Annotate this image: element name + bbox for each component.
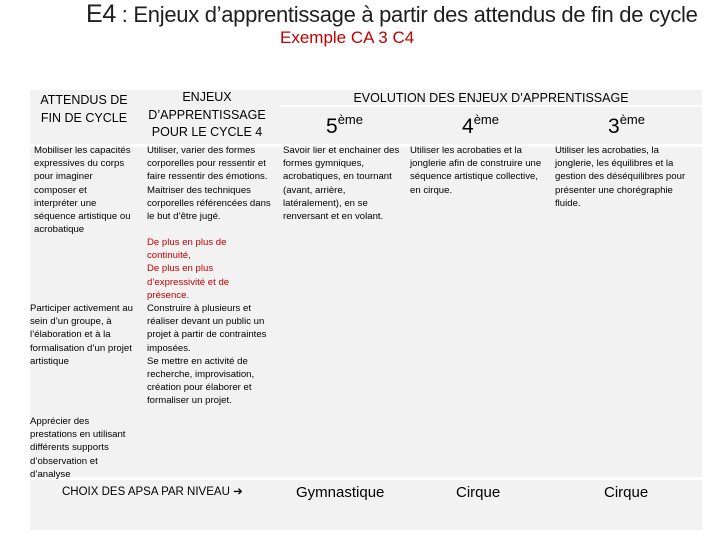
grade-4eme <box>462 112 499 139</box>
enjeu-2 <box>147 236 277 302</box>
page-title <box>86 0 698 29</box>
grade-suffix: ème <box>473 112 499 127</box>
text-line: corporelles pour ressentir et <box>147 158 266 170</box>
arrow-right-icon: ➔ <box>233 486 243 498</box>
text-line: interpréter une <box>34 197 97 209</box>
header-attendus-line: ATTENDUS DE <box>40 93 128 107</box>
header-enjeux-line: D’APPRENTISSAGE <box>148 107 266 122</box>
header-attendus <box>30 91 138 127</box>
text-line: en cirque. <box>410 184 453 196</box>
text-line: De plus en plus <box>147 263 214 275</box>
text-line: réaliser devant un public un <box>147 316 265 328</box>
text-line: Construire à plusieurs et <box>147 303 251 314</box>
text-line: création pour élaborer et <box>147 382 252 394</box>
text-line: formes gymniques, <box>283 158 365 170</box>
grade-number: 3 <box>608 115 620 138</box>
text-line: formalisation d’un projet <box>30 342 132 354</box>
title-rest: : Enjeux d’apprentissage à partir des attendus de fin de cycle <box>115 2 698 27</box>
apsa-3eme: Cirque <box>604 484 649 501</box>
text-line: expressives du corps <box>34 158 125 170</box>
text-line: d’analyse <box>30 468 71 480</box>
text-line: Participer activement au <box>30 303 133 314</box>
text-line: Utiliser les acrobaties et la <box>410 145 522 156</box>
choix-text: CHOIX DES APSA PAR NIVEAU <box>62 486 230 498</box>
text-line: faire ressentir des émotions. <box>147 171 268 183</box>
evolution-3eme <box>555 144 701 210</box>
text-line: présenter une chorégraphie <box>555 184 673 196</box>
page-subtitle: Exemple CA 3 C4 <box>280 28 415 47</box>
text-line: projet à partir de contraintes <box>147 329 267 341</box>
text-line: gestion des déséquilibres pour <box>555 171 686 183</box>
text-line: imposées. <box>147 342 191 354</box>
text-line: composer et <box>34 184 87 196</box>
text-line: jonglerie, les équilibres et la <box>555 158 674 170</box>
apsa-5eme: Gymnastique <box>296 484 385 501</box>
text-line: recherche, improvisation, <box>147 369 255 381</box>
attendu-2 <box>30 302 142 368</box>
header-attendus-line: FIN DE CYCLE <box>40 111 128 125</box>
text-line: renversant et en volant. <box>283 211 384 223</box>
text-line: Utiliser les acrobaties, la <box>555 145 659 156</box>
text-line: corporelles référencées dans <box>147 197 271 209</box>
text-line: sein d’un groupe, à <box>30 316 112 328</box>
apsa-4eme: Cirque <box>456 484 501 501</box>
text-line: le but d’être jugé. <box>147 211 221 223</box>
enjeu-1 <box>147 144 279 223</box>
header-enjeux-line: POUR LE CYCLE 4 <box>151 125 263 139</box>
text-line: d’expressivité et de <box>147 276 230 288</box>
text-line: Maitriser des techniques <box>147 184 251 196</box>
text-line: latéralement), en se <box>283 197 368 209</box>
text-line: artistique <box>30 355 69 367</box>
grade-number: 4 <box>462 115 474 138</box>
text-line: séquence artistique ou <box>34 211 131 223</box>
text-line: formaliser un projet. <box>147 395 232 407</box>
text-line: De plus en plus de <box>147 237 227 248</box>
text-line: (avant, arrière, <box>283 184 346 196</box>
header-evolution: EVOLUTION DES ENJEUX D’APPRENTISSAGE <box>353 91 629 105</box>
attendu-3 <box>30 415 142 481</box>
text-line: pour imaginer <box>34 171 93 183</box>
grade-5eme <box>326 112 363 139</box>
text-line: l’élaboration et à la <box>30 329 111 341</box>
text-line: acrobatiques, en tournant <box>283 171 392 183</box>
text-line: présence. <box>147 289 190 301</box>
evolution-5eme <box>283 144 409 223</box>
header-enjeux-line: ENJEUX <box>182 90 232 104</box>
grade-3eme <box>608 112 645 139</box>
evolution-4eme <box>410 144 558 197</box>
text-line: continuité, <box>147 250 191 262</box>
text-line: Se mettre en activité de <box>147 355 248 367</box>
grade-suffix: ème <box>337 112 363 127</box>
text-line: acrobatique <box>34 224 85 236</box>
enjeux-table <box>30 90 702 530</box>
choix-apsa-label <box>62 484 243 498</box>
attendu-1 <box>34 144 140 236</box>
grade-number: 5 <box>326 115 338 138</box>
text-line: prestations en utilisant <box>30 429 126 441</box>
title-prefix: E4 <box>86 0 116 28</box>
text-line: Savoir lier et enchainer des <box>283 145 400 156</box>
text-line: Apprécier des <box>30 416 90 427</box>
grade-suffix: ème <box>619 112 645 127</box>
text-line: Mobiliser les capacités <box>34 145 131 156</box>
text-line: différents supports <box>30 442 109 454</box>
text-line: jonglerie afin de construire une <box>410 158 542 170</box>
text-line: séquence artistique collective, <box>410 171 538 183</box>
text-line: Utiliser, varier des formes <box>147 145 256 156</box>
text-line: fluide. <box>555 197 581 209</box>
header-enjeux <box>142 89 272 142</box>
text-line: d’observation et <box>30 455 98 467</box>
enjeu-3 <box>147 302 279 408</box>
